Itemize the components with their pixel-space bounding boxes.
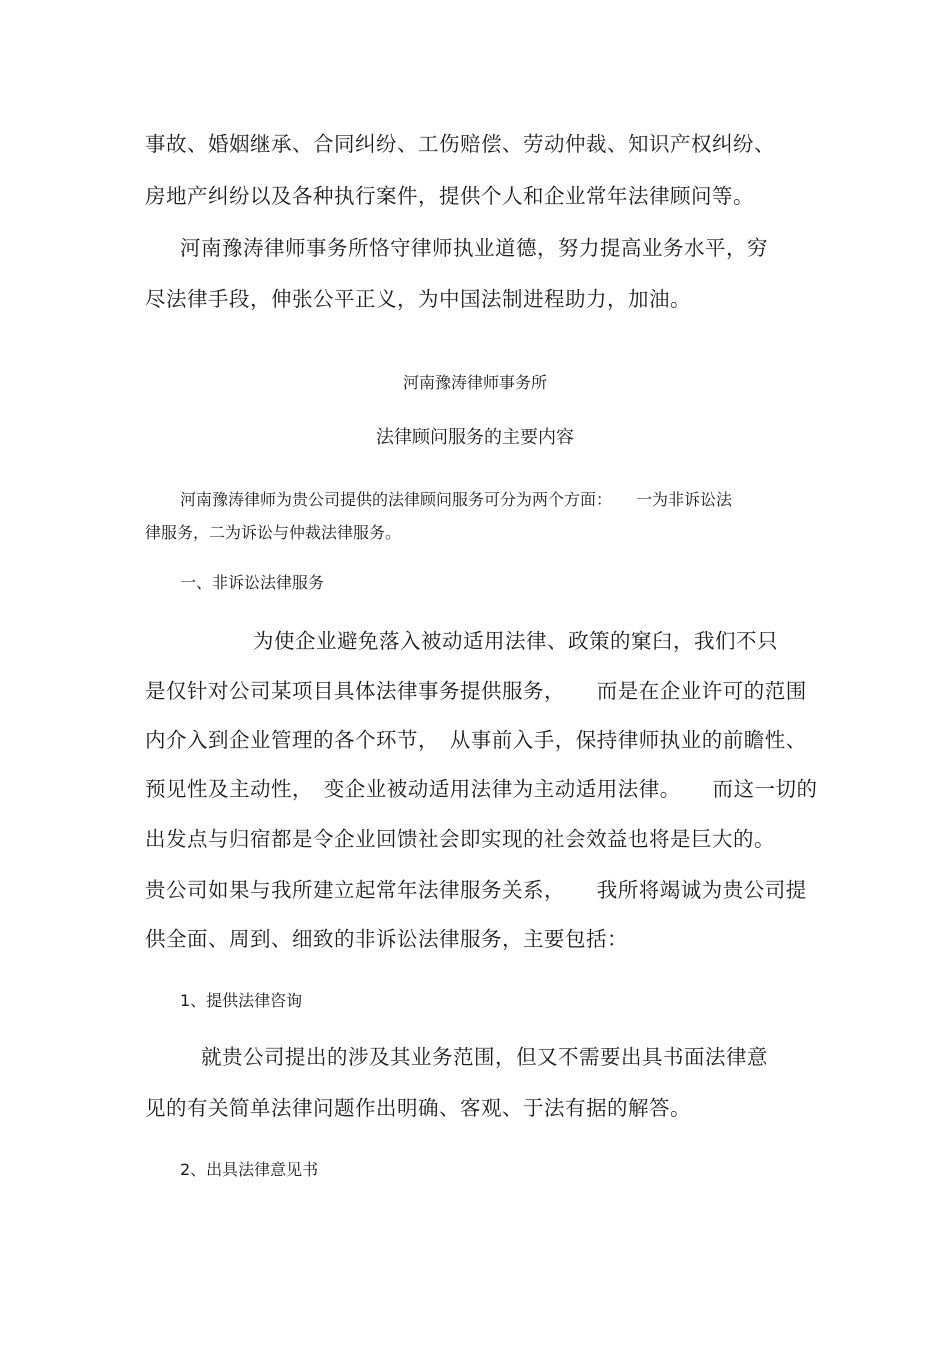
firm-name: 河南豫涛律师事务所 bbox=[402, 373, 547, 392]
section-heading-nonlitigation: 一、非诉讼法律服务 bbox=[180, 573, 325, 592]
overview-line-1: 河南豫涛律师为贵公司提供的法律顾问服务可分为两个方面： 一为非诉讼法 bbox=[180, 490, 733, 509]
nonlitigation-line-6: 贵公司如果与我所建立起常年法律服务关系， 我所将竭诚为贵公司提 bbox=[145, 878, 807, 902]
nonlitigation-line-7: 供全面、周到、细致的非诉讼法律服务，主要包括： bbox=[145, 927, 628, 951]
item-1-heading: 1、提供法律咨询 bbox=[180, 991, 303, 1010]
item-1-line-1: 就贵公司提出的涉及其业务范围，但又不需要出具书面法律意 bbox=[201, 1045, 768, 1069]
nonlitigation-line-3: 内介入到企业管理的各个环节， 从事前入手，保持律师执业的前瞻性、 bbox=[145, 728, 807, 752]
nonlitigation-line-5: 出发点与归宿都是令企业回馈社会即实现的社会效益也将是巨大的。 bbox=[145, 827, 775, 851]
intro-line-2: 房地产纠纷以及各种执行案件，提供个人和企业常年法律顾问等。 bbox=[145, 184, 754, 208]
nonlitigation-line-1: 为使企业避免落入被动适用法律、政策的窠臼，我们不只 bbox=[253, 629, 778, 653]
pledge-line-2: 尽法律手段，伸张公平正义，为中国法制进程助力，加油。 bbox=[145, 287, 691, 311]
item-1-line-2: 见的有关简单法律问题作出明确、客观、于法有据的解答。 bbox=[145, 1096, 691, 1120]
nonlitigation-line-2: 是仅针对公司某项目具体法律事务提供服务， 而是在企业许可的范围 bbox=[145, 679, 807, 703]
pledge-line-1: 河南豫涛律师事务所恪守律师执业道德，努力提高业务水平，穷 bbox=[180, 236, 768, 260]
nonlitigation-line-4: 预见性及主动性， 变企业被动适用法律为主动适用法律。 而这一切的 bbox=[145, 777, 818, 801]
overview-line-2: 律服务，二为诉讼与仲裁法律服务。 bbox=[145, 523, 402, 542]
intro-line-1: 事故、婚姻继承、合同纠纷、工伤赔偿、劳动仲裁、知识产权纠纷、 bbox=[145, 132, 775, 156]
item-2-heading: 2、出具法律意见书 bbox=[180, 1160, 319, 1179]
doc-title: 法律顾问服务的主要内容 bbox=[376, 427, 574, 448]
